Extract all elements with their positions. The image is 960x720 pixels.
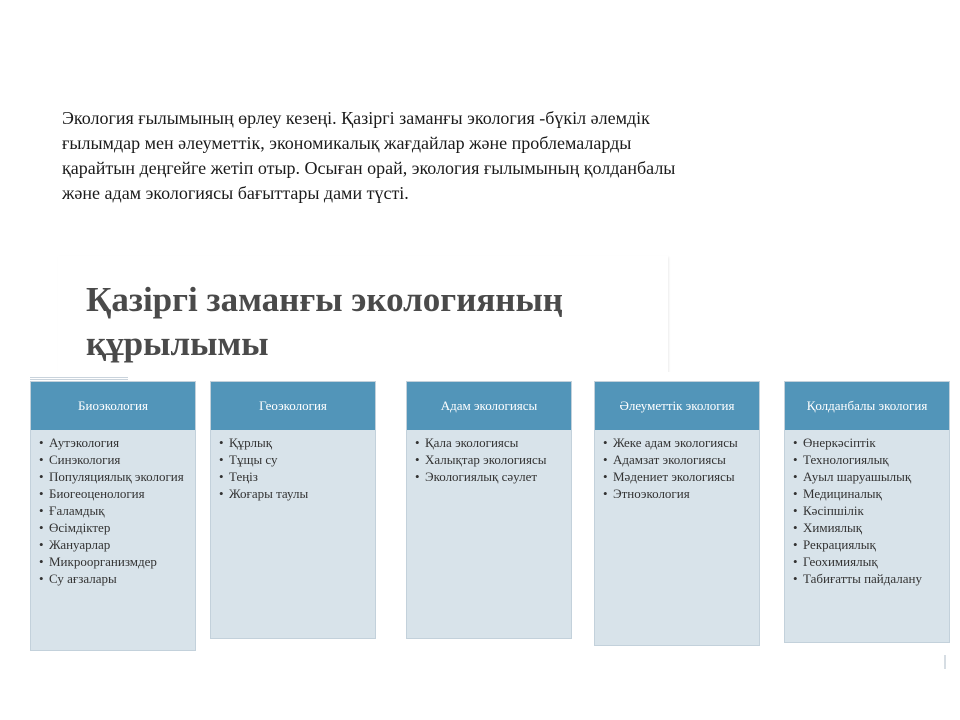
list-item: • Құрлық <box>219 434 371 451</box>
column-header: Геоэкология <box>211 382 375 430</box>
list-item: • Тұщы су <box>219 451 371 468</box>
column-list <box>39 434 191 587</box>
list-item: • Медициналық <box>793 485 945 502</box>
list-item: • Геохимиялық <box>793 553 945 570</box>
column-header: Биоэкология <box>31 382 195 430</box>
column-human-ecology <box>406 381 572 639</box>
column-list <box>603 434 755 502</box>
list-item: • Жануарлар <box>39 536 191 553</box>
list-item: • Қала экологиясы <box>415 434 567 451</box>
column-applied-ecology <box>784 381 950 643</box>
list-item: • Мәдениет экологиясы <box>603 468 755 485</box>
column-geoecology <box>210 381 376 639</box>
column-list <box>415 434 567 485</box>
list-item: • Өсімдіктер <box>39 519 191 536</box>
list-item: • Химиялық <box>793 519 945 536</box>
column-header: Әлеуметтік экология <box>595 382 759 430</box>
list-item: • Жоғары таулы <box>219 485 371 502</box>
column-list <box>219 434 371 502</box>
list-item: • Биогеоценология <box>39 485 191 502</box>
list-item: • Табиғатты пайдалану <box>793 570 945 587</box>
list-item: • Аутэкология <box>39 434 191 451</box>
list-item: • Жеке адам экологиясы <box>603 434 755 451</box>
list-item: • Ауыл шаруашылық <box>793 468 945 485</box>
column-social-ecology <box>594 381 760 646</box>
intro-paragraph: Экология ғылымының өрлеу кезеңі. Қазіргі заманғы экология -бүкіл әлемдік ғылымдар мен әлеуметтік, экономикалық жағдайлар және проблемаларды қарайтын деңгейге жетіп отыр. Осыған орай, экология ғылымының қолданбалы және адам экологиясы бағыттары дами түсті. <box>62 108 676 203</box>
list-item: • Технологиялық <box>793 451 945 468</box>
list-item: • Популяциялық экология <box>39 468 191 485</box>
list-item: • Рекрациялық <box>793 536 945 553</box>
column-list <box>793 434 945 587</box>
column-header: Адам экологиясы <box>407 382 571 430</box>
edge-line <box>944 655 946 669</box>
list-item: • Синэкология <box>39 451 191 468</box>
column-header: Қолданбалы экология <box>785 382 949 430</box>
list-item: • Микроорганизмдер <box>39 553 191 570</box>
list-item: • Экологиялық сәулет <box>415 468 567 485</box>
list-item: • Адамзат экологиясы <box>603 451 755 468</box>
list-item: • Кәсіпшілік <box>793 502 945 519</box>
list-item: • Халықтар экологиясы <box>415 451 567 468</box>
list-item: • Өнеркәсіптік <box>793 434 945 451</box>
list-item: • Этноэкология <box>603 485 755 502</box>
list-item: • Су ағзалары <box>39 570 191 587</box>
diagram-heading: Қазіргі заманғы экологияның құрылымы <box>86 280 563 363</box>
list-item: • Ғаламдық <box>39 502 191 519</box>
list-item: • Теңіз <box>219 468 371 485</box>
column-bioecology <box>30 381 196 651</box>
